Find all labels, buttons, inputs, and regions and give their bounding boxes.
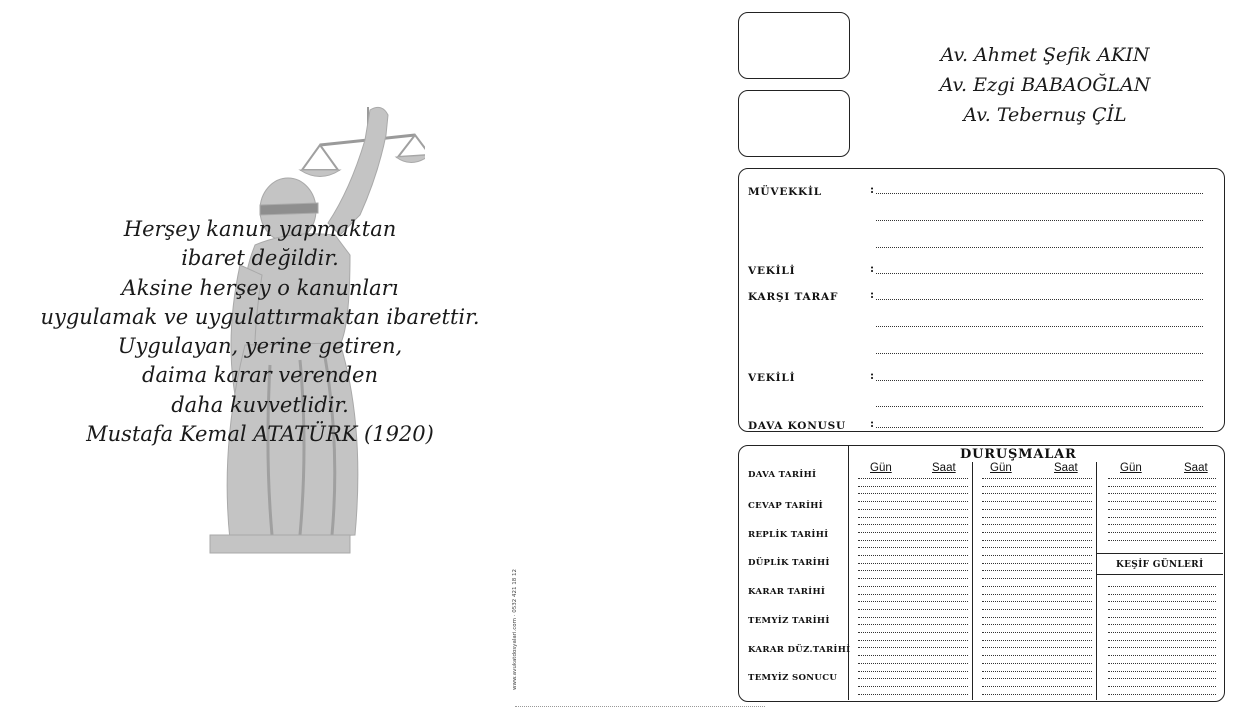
hearing-entry-line[interactable]: [982, 617, 1092, 618]
col-saat-header: Saat: [1054, 462, 1078, 474]
hearing-entry-line[interactable]: [858, 486, 968, 487]
label-box-bottom: [738, 90, 850, 157]
hearing-entry-line[interactable]: [858, 686, 968, 687]
muvekkil-line-3[interactable]: [876, 247, 1203, 248]
hearing-entry-line[interactable]: [858, 632, 968, 633]
hearings-title: DURUŞMALAR: [960, 447, 1077, 462]
hearing-entry-line[interactable]: [1108, 532, 1216, 533]
row-label-dava-tarihi: DAVA TARİHİ: [748, 470, 817, 480]
hearing-entry-line[interactable]: [858, 532, 968, 533]
hearing-entry-line[interactable]: [982, 663, 1092, 664]
hearing-entry-line[interactable]: [1108, 540, 1216, 541]
column-divider: [848, 446, 849, 700]
row-label-temyiz-sonucu: TEMYİZ SONUCU: [748, 673, 838, 683]
muvekkil-line-2[interactable]: [876, 220, 1203, 221]
hearing-entry-line[interactable]: [1108, 640, 1216, 641]
hearing-entry-line[interactable]: [858, 509, 968, 510]
muvekkil-line-1[interactable]: [876, 193, 1203, 194]
colon: :: [870, 262, 875, 275]
hearing-entry-line[interactable]: [858, 578, 968, 579]
hearing-entry-line[interactable]: [858, 671, 968, 672]
hearing-entry-line[interactable]: [858, 617, 968, 618]
hearing-entry-line[interactable]: [1108, 509, 1216, 510]
hearing-entry-line[interactable]: [858, 517, 968, 518]
hearing-entry-line[interactable]: [982, 555, 1092, 556]
col-gun-header: Gün: [990, 462, 1012, 474]
hearing-entry-line[interactable]: [1108, 624, 1216, 625]
muvekkil-label: MÜVEKKİL: [748, 186, 822, 198]
vekili-line-1[interactable]: [876, 380, 1203, 381]
hearing-entry-line[interactable]: [858, 594, 968, 595]
quote-line: uygulamak ve uygulattırmaktan ibarettir.: [40, 304, 480, 329]
hearing-entry-line[interactable]: [982, 671, 1092, 672]
vekili-label: VEKİLİ: [748, 372, 796, 384]
colon: :: [870, 417, 875, 430]
karsi-taraf-line-3[interactable]: [876, 353, 1203, 354]
hearing-entry-line[interactable]: [982, 655, 1092, 656]
quote-line: daima karar verenden: [142, 363, 378, 388]
dava-konusu-label: DAVA KONUSU: [748, 420, 846, 432]
hearing-entry-line[interactable]: [982, 547, 1092, 548]
hearing-entry-line[interactable]: [1108, 478, 1216, 479]
hearing-entry-line[interactable]: [982, 640, 1092, 641]
row-label-replik-tarihi: REPLİK TARİHİ: [748, 530, 829, 540]
hearing-entry-line[interactable]: [982, 563, 1092, 564]
hearing-entry-line[interactable]: [1108, 655, 1216, 656]
hearing-entry-line[interactable]: [982, 524, 1092, 525]
hearing-entry-line[interactable]: [1108, 501, 1216, 502]
vertical-footer-text: www.avukatdosyalari.com · 0532 421 18 12: [512, 569, 518, 690]
column-divider: [1096, 462, 1097, 700]
hearing-entry-line[interactable]: [1108, 586, 1216, 587]
hearing-entry-line[interactable]: [1108, 694, 1216, 695]
ataturk-quote: [20, 215, 500, 449]
vekili-label: VEKİLİ: [748, 265, 796, 277]
karsi-taraf-line-1[interactable]: [876, 299, 1203, 300]
lawyer-name: Av. Tebernuş ÇİL: [963, 104, 1127, 126]
hearing-entry-line[interactable]: [982, 609, 1092, 610]
kesif-divider-top: [1096, 553, 1223, 554]
hearing-entry-line[interactable]: [982, 594, 1092, 595]
hearing-entry-line[interactable]: [858, 640, 968, 641]
hearing-entry-line[interactable]: [858, 624, 968, 625]
hearing-entry-line[interactable]: [1108, 686, 1216, 687]
hearing-entry-line[interactable]: [858, 609, 968, 610]
hearing-entry-line[interactable]: [858, 678, 968, 679]
karsi-taraf-label: KARŞI TARAF: [748, 291, 839, 303]
quote-line: daha kuvvetlidir.: [171, 392, 349, 417]
lawyer-name: Av. Ezgi BABAOĞLAN: [939, 74, 1151, 96]
colon: :: [870, 183, 875, 196]
row-label-temyiz-tarihi: TEMYİZ TARİHİ: [748, 616, 830, 626]
hearing-entry-line[interactable]: [982, 486, 1092, 487]
quote-line: Uygulayan, yerine getiren,: [117, 334, 403, 359]
karsi-taraf-line-2[interactable]: [876, 326, 1203, 327]
row-label-karar-duz-tarihi: KARAR DÜZ.TARİHİ: [748, 645, 851, 655]
quote-line: Aksine herşey o kanunları: [121, 275, 399, 300]
hearing-entry-line[interactable]: [982, 647, 1092, 648]
hearing-entry-line[interactable]: [982, 686, 1092, 687]
hearing-entry-line[interactable]: [1108, 601, 1216, 602]
hearing-entry-line[interactable]: [982, 624, 1092, 625]
hearing-entry-line[interactable]: [858, 493, 968, 494]
col-saat-header: Saat: [1184, 462, 1208, 474]
hearing-entry-line[interactable]: [982, 509, 1092, 510]
hearing-entry-line[interactable]: [1108, 671, 1216, 672]
hearing-entry-line[interactable]: [982, 694, 1092, 695]
col-saat-header: Saat: [932, 462, 956, 474]
col-gun-header: Gün: [870, 462, 892, 474]
hearing-entry-line[interactable]: [858, 601, 968, 602]
hearing-entry-line[interactable]: [982, 678, 1092, 679]
hearing-entry-line[interactable]: [858, 540, 968, 541]
hearing-entry-line[interactable]: [1108, 524, 1216, 525]
hearing-entry-line[interactable]: [858, 655, 968, 656]
column-divider: [972, 462, 973, 700]
hearing-entry-line[interactable]: [858, 694, 968, 695]
row-label-duplik-tarihi: DÜPLİK TARİHİ: [748, 558, 830, 568]
dava-konusu-line[interactable]: [876, 427, 1203, 428]
hearing-entry-line[interactable]: [982, 532, 1092, 533]
hearing-entry-line[interactable]: [1108, 594, 1216, 595]
hearing-entry-line[interactable]: [982, 493, 1092, 494]
hearing-entry-line[interactable]: [1108, 663, 1216, 664]
row-label-cevap-tarihi: CEVAP TARİHİ: [748, 501, 824, 511]
hearing-entry-line[interactable]: [1108, 493, 1216, 494]
hearing-entry-line[interactable]: [982, 478, 1092, 479]
hearing-entry-line[interactable]: [858, 478, 968, 479]
hearing-entry-line[interactable]: [858, 586, 968, 587]
colon: :: [870, 369, 875, 382]
lawyer-names: [880, 40, 1210, 130]
hearing-entry-line[interactable]: [1108, 678, 1216, 679]
hearing-entry-line[interactable]: [858, 524, 968, 525]
hearing-entry-line[interactable]: [982, 570, 1092, 571]
row-label-karar-tarihi: KARAR TARİHİ: [748, 587, 826, 597]
hearing-entry-line[interactable]: [982, 501, 1092, 502]
hearing-entry-line[interactable]: [1108, 486, 1216, 487]
quote-author: Mustafa Kemal ATATÜRK (1920): [86, 422, 434, 447]
label-box-top: [738, 12, 850, 79]
hearing-entry-line[interactable]: [858, 647, 968, 648]
colon: :: [870, 288, 875, 301]
hearing-entry-line[interactable]: [1108, 617, 1216, 618]
hearing-entry-line[interactable]: [1108, 517, 1216, 518]
hearing-entry-line[interactable]: [1108, 647, 1216, 648]
quote-line: Herşey kanun yapmaktan: [123, 217, 397, 241]
hearing-entry-line[interactable]: [858, 555, 968, 556]
hearing-entry-line[interactable]: [982, 540, 1092, 541]
hearing-entry-line[interactable]: [858, 570, 968, 571]
lawyer-name: Av. Ahmet Şefik AKIN: [940, 44, 1150, 66]
kesif-divider-bottom: [1096, 574, 1223, 575]
hearing-entry-line[interactable]: [1108, 609, 1216, 610]
hearing-entry-line[interactable]: [1108, 632, 1216, 633]
vekili-line-2[interactable]: [876, 406, 1203, 407]
hearing-entry-line[interactable]: [982, 632, 1092, 633]
hearing-entry-line[interactable]: [982, 578, 1092, 579]
bottom-dotted-line: [515, 706, 765, 707]
col-gun-header: Gün: [1120, 462, 1142, 474]
hearing-entry-line[interactable]: [982, 586, 1092, 587]
hearing-entry-line[interactable]: [858, 501, 968, 502]
hearing-entry-line[interactable]: [982, 517, 1092, 518]
hearing-entry-line[interactable]: [858, 563, 968, 564]
hearing-entry-line[interactable]: [858, 663, 968, 664]
quote-line: ibaret değildir.: [181, 246, 339, 271]
vekili-line[interactable]: [876, 273, 1203, 274]
kesif-title: KEŞİF GÜNLERİ: [1116, 560, 1204, 570]
hearing-entry-line[interactable]: [858, 547, 968, 548]
hearing-entry-line[interactable]: [982, 601, 1092, 602]
